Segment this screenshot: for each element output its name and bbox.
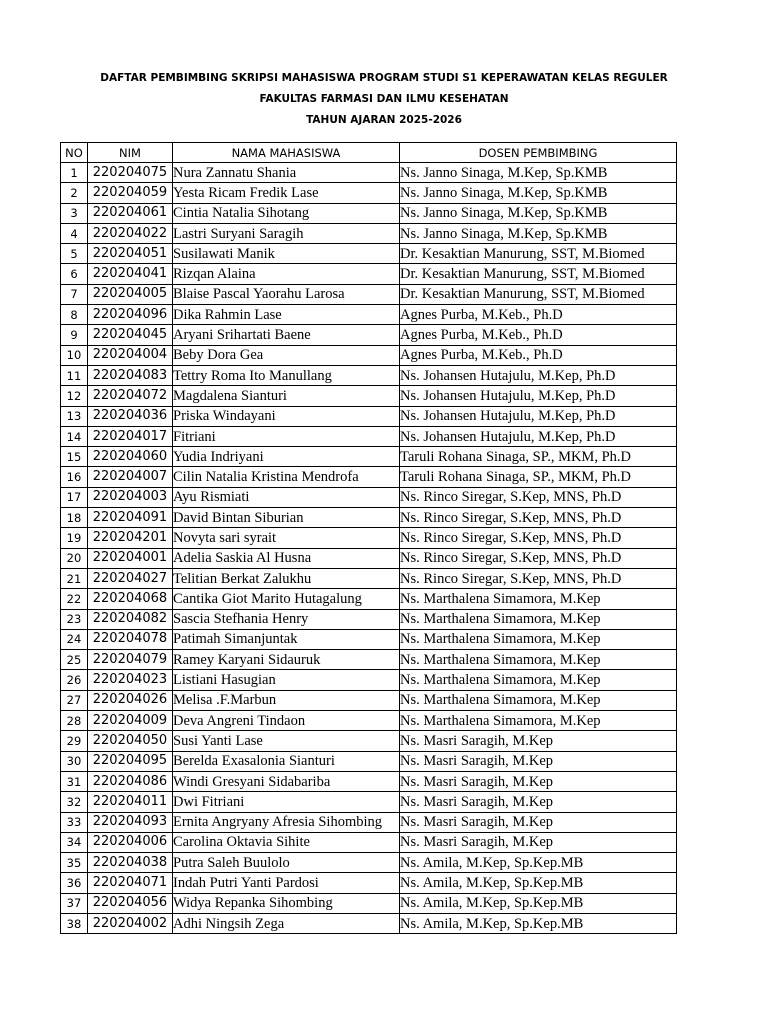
student-id-cell: 220204011 — [88, 792, 173, 812]
student-id-cell: 220204003 — [88, 487, 173, 507]
student-id-cell: 220204061 — [88, 203, 173, 223]
student-id-cell: 220204009 — [88, 711, 173, 731]
student-name-cell: Ayu Rismiati — [173, 487, 400, 507]
supervisor-cell: Agnes Purba, M.Keb., Ph.D — [400, 345, 677, 365]
table-row — [61, 467, 677, 487]
student-name-cell: Susilawati Manik — [173, 244, 400, 264]
row-number-cell: 34 — [61, 832, 88, 852]
student-id-cell: 220204075 — [88, 163, 173, 183]
student-name-cell: Carolina Oktavia Sihite — [173, 832, 400, 852]
table-row — [61, 731, 677, 751]
supervisor-cell: Ns. Rinco Siregar, S.Kep, MNS, Ph.D — [400, 568, 677, 588]
student-id-cell: 220204059 — [88, 183, 173, 203]
row-number-cell: 13 — [61, 406, 88, 426]
student-id-cell: 220204068 — [88, 589, 173, 609]
row-number-cell: 22 — [61, 589, 88, 609]
student-name-cell: Melisa .F.Marbun — [173, 690, 400, 710]
table-row — [61, 487, 677, 507]
student-id-cell: 220204060 — [88, 447, 173, 467]
student-name-cell: Nura Zannatu Shania — [173, 163, 400, 183]
table-row — [61, 305, 677, 325]
table-row — [61, 244, 677, 264]
supervisor-cell: Ns. Masri Saragih, M.Kep — [400, 792, 677, 812]
student-name-cell: Windi Gresyani Sidabariba — [173, 771, 400, 791]
table-row — [61, 568, 677, 588]
student-name-cell: Priska Windayani — [173, 406, 400, 426]
student-name-cell: Patimah Simanjuntak — [173, 629, 400, 649]
table-row — [61, 589, 677, 609]
student-id-cell: 220204091 — [88, 508, 173, 528]
table-row — [61, 913, 677, 933]
row-number-cell: 17 — [61, 487, 88, 507]
row-number-cell: 20 — [61, 548, 88, 568]
supervisor-cell: Ns. Masri Saragih, M.Kep — [400, 771, 677, 791]
student-id-cell: 220204082 — [88, 609, 173, 629]
student-id-cell: 220204051 — [88, 244, 173, 264]
supervisor-cell: Ns. Marthalena Simamora, M.Kep — [400, 589, 677, 609]
row-number-cell: 10 — [61, 345, 88, 365]
student-name-cell: Dika Rahmin Lase — [173, 305, 400, 325]
supervisor-cell: Dr. Kesaktian Manurung, SST, M.Biomed — [400, 284, 677, 304]
student-id-cell: 220204095 — [88, 751, 173, 771]
row-number-cell: 16 — [61, 467, 88, 487]
student-id-cell: 220204079 — [88, 650, 173, 670]
row-number-cell: 8 — [61, 305, 88, 325]
student-name-cell: Sascia Stefhania Henry — [173, 609, 400, 629]
supervisor-cell: Ns. Rinco Siregar, S.Kep, MNS, Ph.D — [400, 528, 677, 548]
table-row — [61, 325, 677, 345]
student-name-cell: Magdalena Sianturi — [173, 386, 400, 406]
supervisor-cell: Ns. Johansen Hutajulu, M.Kep, Ph.D — [400, 386, 677, 406]
student-id-cell: 220204026 — [88, 690, 173, 710]
supervisor-cell: Taruli Rohana Sinaga, SP., MKM, Ph.D — [400, 467, 677, 487]
supervisor-cell: Ns. Marthalena Simamora, M.Kep — [400, 609, 677, 629]
table-row — [61, 853, 677, 873]
table-row — [61, 528, 677, 548]
student-name-cell: Cantika Giot Marito Hutagalung — [173, 589, 400, 609]
table-row — [61, 690, 677, 710]
supervisor-cell: Ns. Marthalena Simamora, M.Kep — [400, 670, 677, 690]
supervisor-cell: Ns. Johansen Hutajulu, M.Kep, Ph.D — [400, 426, 677, 446]
column-header-student-name: NAMA MAHASISWA — [173, 143, 400, 163]
row-number-cell: 24 — [61, 629, 88, 649]
table-row — [61, 223, 677, 243]
row-number-cell: 31 — [61, 771, 88, 791]
table-row — [61, 406, 677, 426]
table-row — [61, 771, 677, 791]
student-id-cell: 220204004 — [88, 345, 173, 365]
table-row — [61, 264, 677, 284]
row-number-cell: 38 — [61, 913, 88, 933]
table-row — [61, 792, 677, 812]
row-number-cell: 23 — [61, 609, 88, 629]
table-row — [61, 670, 677, 690]
student-id-cell: 220204022 — [88, 223, 173, 243]
row-number-cell: 32 — [61, 792, 88, 812]
student-id-cell: 220204083 — [88, 365, 173, 385]
supervisor-cell: Ns. Rinco Siregar, S.Kep, MNS, Ph.D — [400, 508, 677, 528]
row-number-cell: 30 — [61, 751, 88, 771]
student-name-cell: Ernita Angryany Afresia Sihombing — [173, 812, 400, 832]
table-row — [61, 609, 677, 629]
supervisor-cell: Ns. Janno Sinaga, M.Kep, Sp.KMB — [400, 183, 677, 203]
supervisor-cell: Dr. Kesaktian Manurung, SST, M.Biomed — [400, 244, 677, 264]
table-row — [61, 183, 677, 203]
student-name-cell: Adhi Ningsih Zega — [173, 913, 400, 933]
student-id-cell: 220204041 — [88, 264, 173, 284]
row-number-cell: 27 — [61, 690, 88, 710]
student-id-cell: 220204036 — [88, 406, 173, 426]
row-number-cell: 5 — [61, 244, 88, 264]
supervisor-cell: Ns. Marthalena Simamora, M.Kep — [400, 629, 677, 649]
student-id-cell: 220204027 — [88, 568, 173, 588]
table-row — [61, 711, 677, 731]
table-row — [61, 893, 677, 913]
student-name-cell: Putra Saleh Buulolo — [173, 853, 400, 873]
supervisor-cell: Ns. Masri Saragih, M.Kep — [400, 751, 677, 771]
supervisor-cell: Ns. Amila, M.Kep, Sp.Kep.MB — [400, 893, 677, 913]
supervisor-cell: Ns. Masri Saragih, M.Kep — [400, 812, 677, 832]
row-number-cell: 35 — [61, 853, 88, 873]
table-header-row — [61, 143, 677, 163]
table-body — [61, 163, 677, 934]
student-id-cell: 220204078 — [88, 629, 173, 649]
row-number-cell: 12 — [61, 386, 88, 406]
row-number-cell: 2 — [61, 183, 88, 203]
student-name-cell: Cintia Natalia Sihotang — [173, 203, 400, 223]
table-row — [61, 812, 677, 832]
table-row — [61, 426, 677, 446]
student-name-cell: Yudia Indriyani — [173, 447, 400, 467]
academic-year: TAHUN AJARAN 2025-2026 — [306, 114, 462, 126]
student-id-cell: 220204017 — [88, 426, 173, 446]
student-name-cell: Aryani Srihartati Baene — [173, 325, 400, 345]
table-row — [61, 345, 677, 365]
supervisor-cell: Ns. Marthalena Simamora, M.Kep — [400, 690, 677, 710]
supervisor-cell: Ns. Amila, M.Kep, Sp.Kep.MB — [400, 853, 677, 873]
table-row — [61, 832, 677, 852]
student-name-cell: Adelia Saskia Al Husna — [173, 548, 400, 568]
student-name-cell: Indah Putri Yanti Pardosi — [173, 873, 400, 893]
row-number-cell: 15 — [61, 447, 88, 467]
row-number-cell: 3 — [61, 203, 88, 223]
supervisor-cell: Ns. Amila, M.Kep, Sp.Kep.MB — [400, 873, 677, 893]
student-name-cell: Telitian Berkat Zalukhu — [173, 568, 400, 588]
student-id-cell: 220204050 — [88, 731, 173, 751]
row-number-cell: 36 — [61, 873, 88, 893]
student-id-cell: 220204072 — [88, 386, 173, 406]
student-name-cell: Widya Repanka Sihombing — [173, 893, 400, 913]
student-name-cell: Blaise Pascal Yaorahu Larosa — [173, 284, 400, 304]
student-name-cell: Beby Dora Gea — [173, 345, 400, 365]
supervisor-cell: Ns. Johansen Hutajulu, M.Kep, Ph.D — [400, 406, 677, 426]
student-name-cell: Cilin Natalia Kristina Mendrofa — [173, 467, 400, 487]
student-id-cell: 220204096 — [88, 305, 173, 325]
student-id-cell: 220204007 — [88, 467, 173, 487]
row-number-cell: 26 — [61, 670, 88, 690]
table-row — [61, 386, 677, 406]
student-name-cell: David Bintan Siburian — [173, 508, 400, 528]
row-number-cell: 4 — [61, 223, 88, 243]
student-name-cell: Novyta sari syrait — [173, 528, 400, 548]
supervisor-cell: Ns. Marthalena Simamora, M.Kep — [400, 711, 677, 731]
supervisor-cell: Ns. Janno Sinaga, M.Kep, Sp.KMB — [400, 163, 677, 183]
row-number-cell: 18 — [61, 508, 88, 528]
student-name-cell: Deva Angreni Tindaon — [173, 711, 400, 731]
table-row — [61, 629, 677, 649]
student-name-cell: Fitriani — [173, 426, 400, 446]
table-row — [61, 163, 677, 183]
supervisor-cell: Ns. Masri Saragih, M.Kep — [400, 731, 677, 751]
student-name-cell: Yesta Ricam Fredik Lase — [173, 183, 400, 203]
student-id-cell: 220204001 — [88, 548, 173, 568]
document-header — [0, 68, 768, 131]
supervisor-cell: Agnes Purba, M.Keb., Ph.D — [400, 305, 677, 325]
supervisor-cell: Ns. Masri Saragih, M.Kep — [400, 832, 677, 852]
supervisor-cell: Ns. Marthalena Simamora, M.Kep — [400, 650, 677, 670]
student-id-cell: 220204038 — [88, 853, 173, 873]
column-header-no: NO — [61, 143, 88, 163]
row-number-cell: 1 — [61, 163, 88, 183]
student-name-cell: Lastri Suryani Saragih — [173, 223, 400, 243]
table-row — [61, 365, 677, 385]
supervisor-table — [60, 142, 677, 934]
row-number-cell: 14 — [61, 426, 88, 446]
supervisor-cell: Taruli Rohana Sinaga, SP., MKM, Ph.D — [400, 447, 677, 467]
row-number-cell: 33 — [61, 812, 88, 832]
student-id-cell: 220204006 — [88, 832, 173, 852]
student-name-cell: Rizqan Alaina — [173, 264, 400, 284]
table-row — [61, 548, 677, 568]
table-row — [61, 508, 677, 528]
supervisor-cell: Agnes Purba, M.Keb., Ph.D — [400, 325, 677, 345]
student-id-cell: 220204093 — [88, 812, 173, 832]
student-name-cell: Dwi Fitriani — [173, 792, 400, 812]
row-number-cell: 21 — [61, 568, 88, 588]
student-id-cell: 220204005 — [88, 284, 173, 304]
table-row — [61, 751, 677, 771]
row-number-cell: 25 — [61, 650, 88, 670]
row-number-cell: 29 — [61, 731, 88, 751]
student-id-cell: 220204023 — [88, 670, 173, 690]
row-number-cell: 19 — [61, 528, 88, 548]
column-header-nim: NIM — [88, 143, 173, 163]
student-name-cell: Berelda Exasalonia Sianturi — [173, 751, 400, 771]
supervisor-cell: Ns. Rinco Siregar, S.Kep, MNS, Ph.D — [400, 548, 677, 568]
faculty-name: FAKULTAS FARMASI DAN ILMU KESEHATAN — [259, 93, 509, 105]
row-number-cell: 7 — [61, 284, 88, 304]
supervisor-cell: Ns. Rinco Siregar, S.Kep, MNS, Ph.D — [400, 487, 677, 507]
row-number-cell: 9 — [61, 325, 88, 345]
row-number-cell: 37 — [61, 893, 88, 913]
row-number-cell: 28 — [61, 711, 88, 731]
supervisor-cell: Ns. Janno Sinaga, M.Kep, Sp.KMB — [400, 203, 677, 223]
student-id-cell: 220204045 — [88, 325, 173, 345]
table-row — [61, 203, 677, 223]
student-id-cell: 220204086 — [88, 771, 173, 791]
table-row — [61, 284, 677, 304]
supervisor-cell: Dr. Kesaktian Manurung, SST, M.Biomed — [400, 264, 677, 284]
row-number-cell: 11 — [61, 365, 88, 385]
student-name-cell: Tettry Roma Ito Manullang — [173, 365, 400, 385]
student-id-cell: 220204002 — [88, 913, 173, 933]
student-id-cell: 220204201 — [88, 528, 173, 548]
table-row — [61, 873, 677, 893]
column-header-supervisor: DOSEN PEMBIMBING — [400, 143, 677, 163]
student-id-cell: 220204056 — [88, 893, 173, 913]
student-id-cell: 220204071 — [88, 873, 173, 893]
supervisor-cell: Ns. Johansen Hutajulu, M.Kep, Ph.D — [400, 365, 677, 385]
row-number-cell: 6 — [61, 264, 88, 284]
student-name-cell: Susi Yanti Lase — [173, 731, 400, 751]
supervisor-cell: Ns. Amila, M.Kep, Sp.Kep.MB — [400, 913, 677, 933]
table-row — [61, 447, 677, 467]
student-name-cell: Ramey Karyani Sidauruk — [173, 650, 400, 670]
student-name-cell: Listiani Hasugian — [173, 670, 400, 690]
supervisor-cell: Ns. Janno Sinaga, M.Kep, Sp.KMB — [400, 223, 677, 243]
table-row — [61, 650, 677, 670]
document-title: DAFTAR PEMBIMBING SKRIPSI MAHASISWA PROGRAM STUDI S1 KEPERAWATAN KELAS REGULER — [100, 72, 668, 84]
